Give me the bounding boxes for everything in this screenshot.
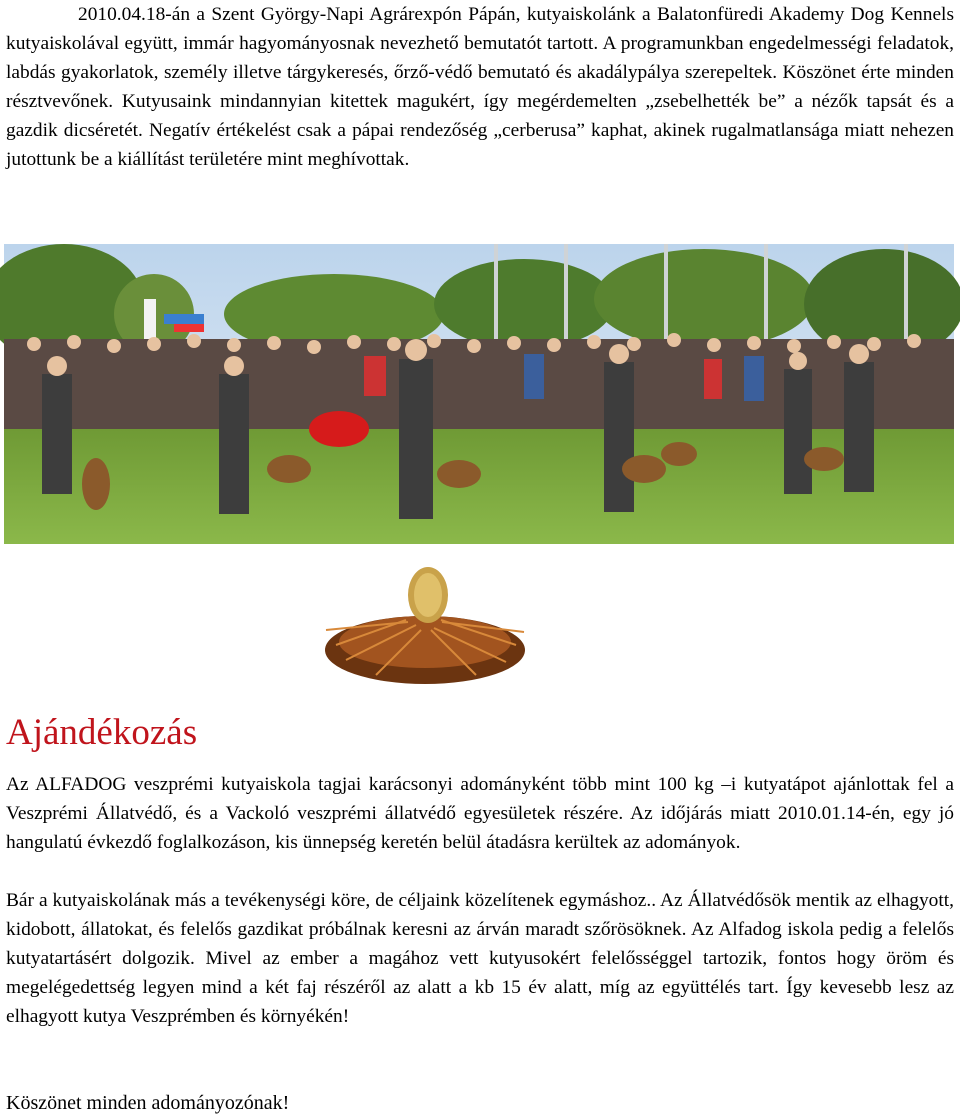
donation-paragraph: Az ALFADOG veszprémi kutyaiskola tagjai karácsonyi adományként több mint 100 kg –i kutyatápot ajánlottak fel a Veszprémi Állatvédő, és a Vackoló veszprémi állatvédő egyesületek részére. Az időjárás miatt 2010.01.14-én, egy jó hangulatú évkezdő foglalkozáson, kis ünnepség keretén belül átadásra kerültek az adományok. [6, 774, 954, 853]
mission-paragraph: Bár a kutyaiskolának más a tevékenységi köre, de céljaink közelítenek egymáshoz.. Az Állatvédősök mentik az elhagyott, kidobott, állatokat, és felelős gazdikat próbálnak keresni az árván maradt szőrösöknek. Az Alfadog iskola pedig a felelős kutyatartásért dolgozik. Mivel az ember a magához vett kutyusokért felelősséggel tartozik, fontos hogy öröm és megelégedettség legyen mind a két faj részéről az alatt a kb 15 év alatt, míg az együttélés tart. Így kevesebb lesz az elhagyott kutya Veszprémben és környékén! [6, 890, 954, 1027]
closing-thanks: Köszönet minden adományozónak! [6, 1092, 290, 1114]
section-heading: Ajándékozás [6, 712, 198, 753]
intro-paragraph [6, 0, 954, 174]
egg-watermark: superstock.com [484, 676, 541, 685]
dog-show-photo [4, 244, 954, 544]
decorated-egg-photo [316, 550, 541, 690]
intro-text: 2010.04.18-án a Szent György-Napi Agrárexpón Pápán, kutyaiskolánk a Balatonfüredi Akademy Dog Kennels kutyaiskolával együtt, immár hagyományosnak nevezhető bemutatót tartott. A programunkban engedelmességi feladatok, labdás gyakorlatok, személy illetve tárgykeresés, őrző-védő bemutató és akadálypálya szerepeltek. Köszönet érte minden résztvevőnek. Kutyusaink mindannyian kitettek magukért, így megérdemelten „zsebelhették be” a nézők tapsát és a gazdik dicséretét. Negatív értékelést csak a pápai rendezőség „cerberusa” kaphat, akinek rugalmatlansága miatt nehezen jutottunk be a kiállítást területére mint meghívottak. [6, 4, 954, 170]
